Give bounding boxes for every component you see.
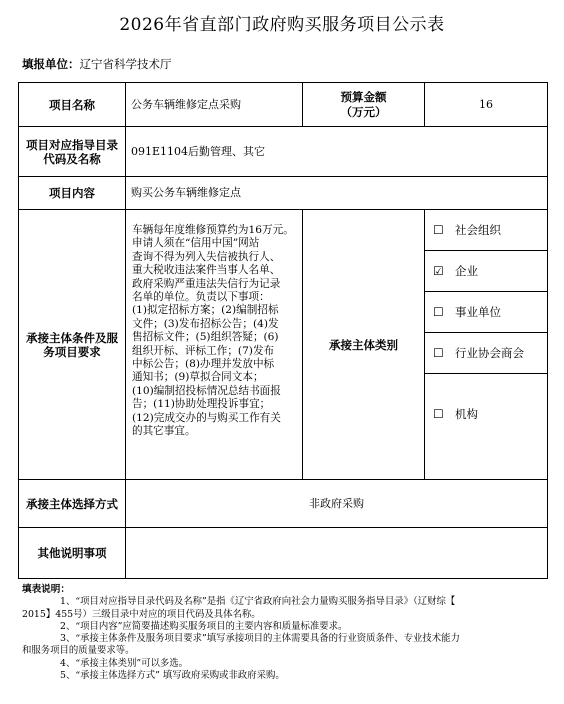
reporting-unit-value: 辽宁省科学技术厅 xyxy=(79,57,172,71)
requirements-line: (1)拟定招标方案；(2)编制招标 xyxy=(132,304,279,317)
project-name-label: 项目名称 xyxy=(19,83,126,127)
requirements-value xyxy=(126,210,303,480)
row-selection xyxy=(19,480,548,528)
requirements-line: (12)完成交办的与购买工作有关 xyxy=(132,411,281,424)
catalog-value: 091E1104后勤管理、其它 xyxy=(126,127,548,177)
requirements-line: 通知书；(9)草拟合同文本； xyxy=(132,371,264,384)
requirements-line: 售招标文件；(5)组织答疑；(6) xyxy=(132,331,279,344)
entity-type-option[interactable] xyxy=(425,251,547,292)
requirements-line: 车辆每年度维修预算约为16万元。 xyxy=(132,224,294,236)
content-label: 项目内容 xyxy=(19,177,126,210)
note-line: 1、“项目对应指导目录代码及名称”是指《辽宁省政府向社会力量购买服务指导目录》（辽财综【 xyxy=(60,596,456,608)
requirements-lines xyxy=(132,224,298,439)
unchecked-box-icon[interactable]: ☐ xyxy=(433,346,444,360)
requirements-line: 查询不得为列入失信被执行人、 xyxy=(132,250,281,263)
unchecked-box-icon[interactable]: ☐ xyxy=(433,305,444,319)
unchecked-box-icon[interactable]: ☐ xyxy=(433,223,444,237)
row-content xyxy=(19,177,548,210)
row-other xyxy=(19,528,548,579)
budget-label: 预算金额 （万元） xyxy=(303,83,425,127)
entity-type-label: 承接主体类别 xyxy=(303,210,425,480)
requirements-line: 政府采购严重违法失信行为记录 xyxy=(132,277,281,290)
entity-type-option[interactable] xyxy=(425,210,547,251)
entity-type-option[interactable] xyxy=(425,333,547,374)
selection-label: 承接主体选择方式 xyxy=(19,480,126,528)
requirements-line: 重大税收违法案件当事人名单、 xyxy=(132,264,281,277)
other-label: 其他说明事项 xyxy=(19,528,126,579)
entity-type-label: 企业 xyxy=(455,264,478,278)
note-line: 5、“承接主体选择方式” 填写政府采购或非政府采购。 xyxy=(60,670,285,682)
catalog-label: 项目对应指导目录代码及名称 xyxy=(19,127,126,177)
notes-section xyxy=(22,584,552,682)
notes-title: 填表说明： xyxy=(22,584,70,595)
entity-type-label: 行业协会商会 xyxy=(455,346,524,360)
requirements-label: 承接主体条件及服务项目要求 xyxy=(19,210,126,480)
notes-lines xyxy=(22,596,552,682)
entity-type-list xyxy=(425,210,548,480)
budget-value: 16 xyxy=(425,83,548,127)
page-title: 2026年省直部门政府购买服务项目公示表 xyxy=(119,15,445,35)
requirements-line: 文件；(3)发布招标公告；(4)发 xyxy=(132,317,279,330)
reporting-unit xyxy=(22,56,172,72)
row-requirements xyxy=(19,210,548,480)
row-catalog xyxy=(19,127,548,177)
note-line: 2、“项目内容”应简要描述购买服务项目的主要内容和质量标准要求。 xyxy=(60,620,348,632)
note-line: 4、“承接主体类别”可以多选。 xyxy=(60,657,189,669)
requirements-line: 名单的单位。负责以下事项： xyxy=(132,291,270,304)
project-table xyxy=(18,82,548,579)
other-value xyxy=(126,528,548,579)
unchecked-box-icon[interactable]: ☐ xyxy=(433,407,444,421)
entity-type-label: 机构 xyxy=(455,407,478,421)
selection-value: 非政府采购 xyxy=(126,480,548,528)
entity-type-option[interactable] xyxy=(425,374,547,454)
requirements-line: (10)编制招投标情况总结书面报 xyxy=(132,384,281,397)
requirements-line: 组织开标、评标工作；(7)发布 xyxy=(132,344,275,357)
note-line: 2015】455号）三级目录中对应的项目代码及具体名称。 xyxy=(22,608,261,620)
entity-type-label: 事业单位 xyxy=(455,305,501,319)
checked-box-icon[interactable]: ☑ xyxy=(433,264,444,278)
project-name-value: 公务车辆维修定点采购 xyxy=(126,83,303,127)
requirements-line: 告；(11)协助处理投诉事宜； xyxy=(132,398,271,411)
row-project-name xyxy=(19,83,548,127)
note-line: 和服务项目的质量要求等。 xyxy=(22,645,135,657)
note-line: 3、“承接主体条件及服务项目要求”填写承接项目的主体需要具备的行业资质条件、专业技术能力 xyxy=(60,633,460,645)
requirements-line: 申请人须在“信用中国”网站 xyxy=(132,237,260,250)
requirements-line: 的其它事宜。 xyxy=(132,425,196,438)
entity-type-option[interactable] xyxy=(425,292,547,333)
content-value: 购买公务车辆维修定点 xyxy=(126,177,548,210)
reporting-unit-label: 填报单位： xyxy=(22,57,80,71)
requirements-line: 中标公告；(8)办理并发放中标 xyxy=(132,358,275,371)
entity-type-label: 社会组织 xyxy=(455,223,501,237)
